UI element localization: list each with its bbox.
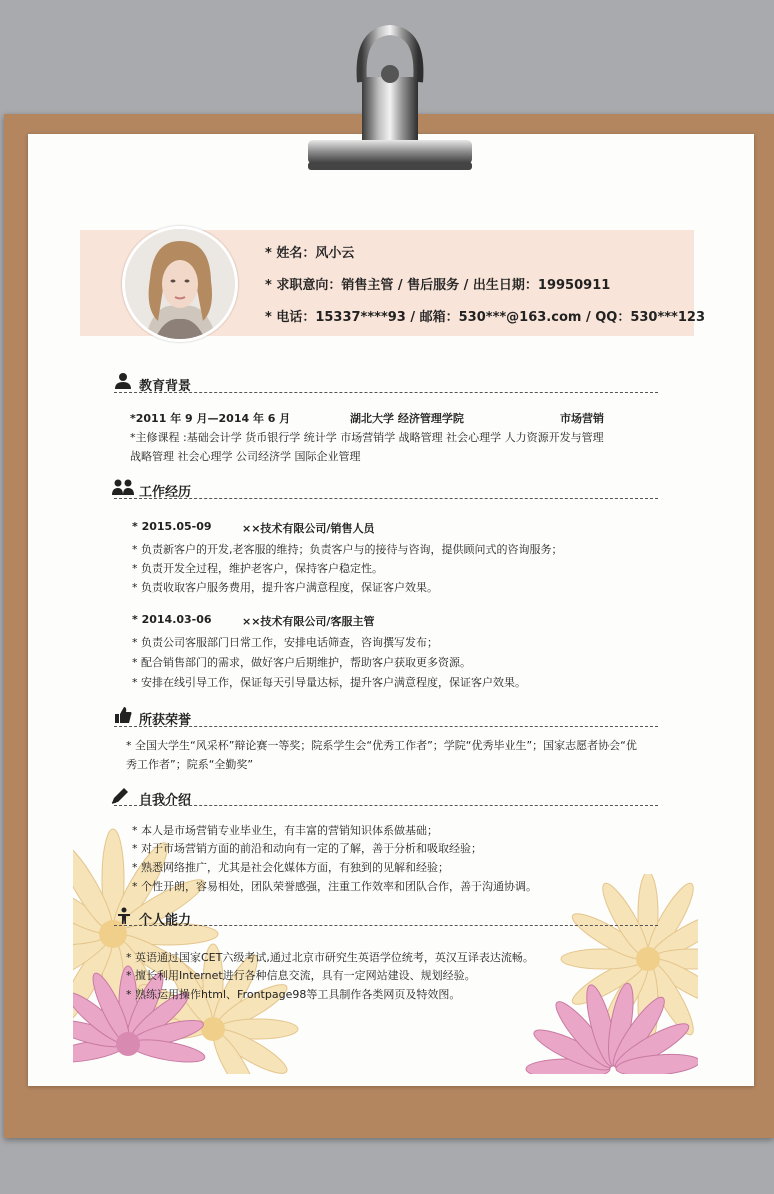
edu-courses: *主修课程 :基础会计学 货币银行学 统计学 市场营销学 战略管理 社会心理学 人力资源开发与管理 [130, 431, 604, 444]
honors-text: 秀工作者”；院系“全勤奖” [126, 758, 254, 771]
section-divider [114, 726, 658, 727]
header-band [80, 230, 705, 336]
section-divider [114, 925, 658, 926]
intro-item: * 个性开朗，容易相处，团队荣誉感强，注重工作效率和团队合作，善于沟通协调。 [132, 880, 537, 893]
edu-school: 湖北大学 经济管理学院 [350, 412, 464, 425]
job-duty: * 负责公司客服部门日常工作，安排电话筛查，咨询撰写发布； [132, 636, 438, 649]
skill-item: * 熟练运用操作html、Frontpage98等工具制作各类网页及特效图。 [126, 988, 461, 1001]
standing-person-icon [115, 907, 133, 925]
skill-item: * 英语通过国家CET六级考试,通过北京市研究生英语学位统考，英汉互译表达流畅。 [126, 951, 534, 964]
edu-courses: 战略管理 社会心理学 公司经济学 国际企业管理 [130, 450, 361, 463]
section-title-honors: 所获荣誉 [139, 713, 192, 728]
person-icon [114, 372, 132, 390]
intro-item: * 对于市场营销方面的前沿和动向有一定的了解，善于分析和吸取经验； [132, 842, 482, 855]
flower-decoration-right [518, 874, 698, 1074]
section-title-skills: 个人能力 [139, 913, 192, 928]
job-duty: * 负责新客户的开发,老客服的维持；负责客户与的接待与咨询，提供顾问式的咨询服务； [132, 543, 563, 556]
skill-item: * 擅长利用Internet进行各种信息交流，具有一定网站建设、规划经验。 [126, 969, 476, 982]
pen-icon [110, 787, 130, 805]
job-date: * 2015.05-09 [132, 520, 212, 533]
resume-paper [28, 134, 754, 1086]
job-company: ××技术有限公司/客服主管 [242, 615, 375, 628]
job-company: ××技术有限公司/销售人员 [242, 522, 375, 535]
section-divider [114, 805, 658, 806]
contact-line: * 电话：15337****93 / 邮箱：530***@163.com / QQ：530***123 [265, 310, 705, 325]
intro-item: * 本人是市场营销专业毕业生，有丰富的营销知识体系做基础； [132, 824, 438, 837]
job-duty: * 负责开发全过程，维护老客户，保持客户稳定性。 [132, 562, 383, 575]
binder-clip-icon [300, 22, 480, 177]
edu-major: 市场营销 [560, 412, 604, 425]
section-title-intro: 自我介绍 [139, 793, 192, 808]
section-divider [114, 498, 658, 499]
job-duty: * 负责收取客户服务费用，提升客户满意程度，保证客户效果。 [132, 581, 438, 594]
honors-text: * 全国大学生“风采杯”辩论赛一等奖；院系学生会“优秀工作者”；学院“优秀毕业生”；国家志愿者协会“优 [126, 739, 637, 752]
intro-item: * 熟悉网络推广，尤其是社会化媒体方面，有独到的见解和经验； [132, 861, 449, 874]
name-line: * 姓名：风小云 [265, 246, 355, 261]
section-title-education: 教育背景 [139, 379, 192, 394]
intent-line: * 求职意向：销售主管 / 售后服务 / 出生日期：19950911 [265, 278, 611, 293]
section-title-work: 工作经历 [139, 485, 192, 500]
two-people-icon [112, 478, 134, 496]
edu-period: *2011 年 9 月—2014 年 6 月 [130, 412, 291, 425]
section-divider [114, 392, 658, 393]
job-duty: * 安排在线引导工作，保证每天引导量达标，提升客户满意程度，保证客户效果。 [132, 676, 526, 689]
job-duty: * 配合销售部门的需求，做好客户后期维护，帮助客户获取更多资源。 [132, 656, 471, 669]
avatar [122, 226, 238, 342]
job-date: * 2014.03-06 [132, 613, 212, 626]
thumbs-up-icon [114, 706, 132, 724]
